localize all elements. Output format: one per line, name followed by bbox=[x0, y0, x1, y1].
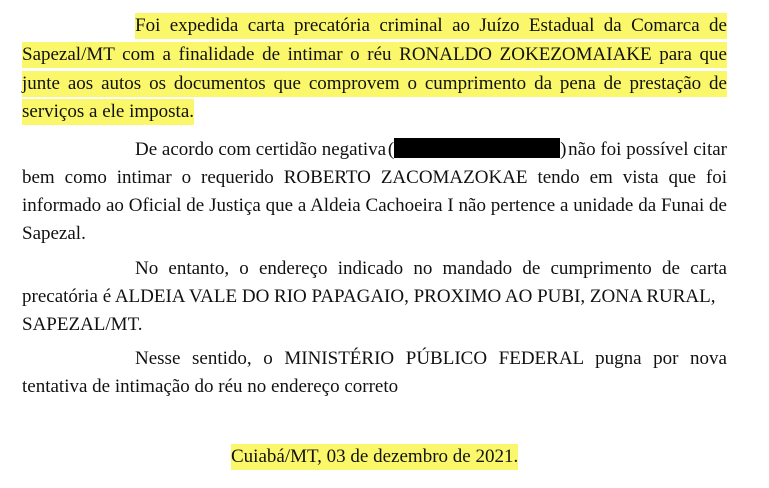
paragraph-2-line-1-text: De acordo com certidão negativa ( ) não foi possível citar bbox=[135, 139, 727, 160]
paragraph-1-line-2 bbox=[22, 42, 727, 68]
paragraph-3-line-1 bbox=[135, 256, 727, 282]
paragraph-1-line-3 bbox=[22, 71, 727, 97]
paragraph-2-line-1 bbox=[135, 137, 727, 163]
paragraph-1-line-3-text: junte aos autos os documentos que comprovem o cumprimento da pena de prestação de bbox=[22, 71, 727, 97]
paragraph-4-line-1 bbox=[135, 346, 727, 372]
paragraph-2-line-4-text: Sapezal. bbox=[22, 223, 86, 244]
paragraph-2-line-2-text: bem como intimar o requerido ROBERTO ZACOMAZOKAE tendo em vista que foi bbox=[22, 167, 727, 188]
paragraph-1-line-4-text: serviços a ele imposta. bbox=[22, 99, 194, 125]
paragraph-3-line-3 bbox=[22, 312, 143, 338]
paragraph-2-line-2 bbox=[22, 165, 727, 191]
paragraph-4-line-2-text: tentativa de intimação do réu no endereço correto bbox=[22, 376, 399, 397]
paragraph-3-line-2 bbox=[22, 284, 716, 310]
paragraph-3-line-3-text: SAPEZAL/MT. bbox=[22, 314, 143, 335]
paragraph-1-line-2-text: Sapezal/MT com a finalidade de intimar o réu RONALDO ZOKEZOMAIAKE para que bbox=[22, 42, 727, 68]
date-line-text: Cuiabá/MT, 03 de dezembro de 2021. bbox=[231, 444, 518, 470]
paragraph-4-line-2 bbox=[22, 374, 398, 400]
paragraph-2-line-3-text: informado ao Oficial de Justiça que a Aldeia Cachoeira I não pertence a unidade da Funai de bbox=[22, 195, 727, 216]
paragraph-4-line-1-text: Nesse sentido, o MINISTÉRIO PÚBLICO FEDERAL pugna por nova bbox=[135, 348, 727, 369]
date-line bbox=[231, 444, 518, 470]
paragraph-3-line-1-text: No entanto, o endereço indicado no mandado de cumprimento de carta bbox=[135, 258, 727, 279]
paragraph-1-line-4 bbox=[22, 99, 194, 125]
paragraph-1-line-1-text: Foi expedida carta precatória criminal ao Juízo Estadual da Comarca de bbox=[135, 13, 727, 39]
paragraph-2-line-4 bbox=[22, 221, 86, 247]
paragraph-1-line-1 bbox=[135, 13, 727, 39]
redacted-box bbox=[394, 138, 560, 158]
paragraph-2-line-3 bbox=[22, 193, 727, 219]
paragraph-3-line-2-text: precatória é ALDEIA VALE DO RIO PAPAGAIO, PROXIMO AO PUBI, ZONA RURAL, bbox=[22, 286, 716, 307]
